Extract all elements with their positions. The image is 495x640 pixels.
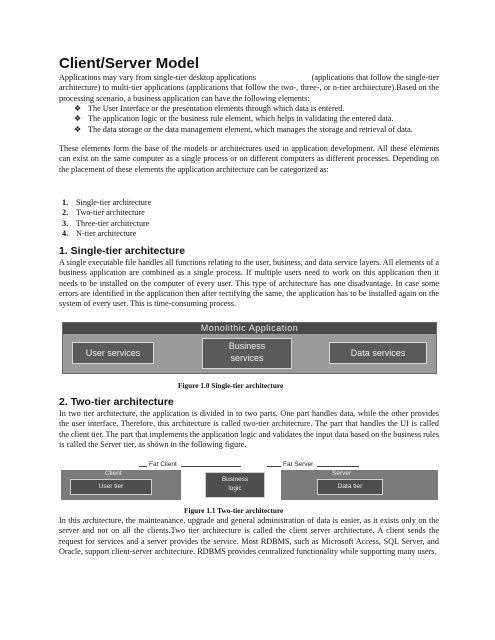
monolithic-application-label: Monolithic Application <box>200 323 299 333</box>
user-services-box: User services <box>72 342 154 364</box>
list-item: 2. Two-tier architecture <box>62 208 145 218</box>
two-tier-paragraph: In two tier architecture, the application is divided in to two parts. One part handles data, while the other provides the user interface. Therefore, this architecture is called two-tier architecture. The part that handles the UI is called the client tier. The part that implements the application logic and validates the input data based on the business rules is called the Server tier, as shown in the following figure. <box>59 409 440 449</box>
data-services-box: Data services <box>329 342 427 364</box>
diamond-bullet-icon: ❖ <box>74 124 82 134</box>
user-tier-box: User tier <box>70 479 152 495</box>
section-heading-two-tier: 2. Two-tier architecture <box>59 396 174 408</box>
fat-server-bracket-right <box>317 466 359 467</box>
intro-line1a: Applications may vary from single-tier desktop applications <box>59 73 256 82</box>
figure-caption-1-0: Figure 1.0 Single-tier architecture <box>178 381 284 390</box>
figure-caption-1-1: Figure 1.1 Two-tier architecture <box>184 506 284 515</box>
fat-server-bracket-left <box>267 466 281 467</box>
fat-client-bracket-left <box>139 466 147 467</box>
list-item: ❖ The data storage or the data management element, which manages the storage and retrieval of data. <box>74 124 413 134</box>
list-item: 4. N-tier architecture <box>62 228 137 238</box>
data-tier-box: Data tier <box>317 479 383 495</box>
business-services-box: Business services <box>202 338 292 369</box>
two-tier-diagram <box>61 461 438 503</box>
diamond-bullet-icon: ❖ <box>74 114 82 124</box>
business-logic-box: Business logic <box>205 472 265 498</box>
elements-list <box>74 104 444 135</box>
client-label: Client <box>105 470 122 477</box>
intro-first-line <box>59 73 439 83</box>
single-tier-paragraph: A single executable file handles all functions relating to the user, business, and data service layers. All elements of a business application are combined as a single process. If multiple users need to work on this application then it needs to be installed on the computer of every user. This type of architecture has one disadvantage. In case some errors are identified in the application then after rectifying the same, the application has to be installed again on the system of every user. This is time-consuming process. <box>59 258 439 309</box>
fat-server-label: Fat Server <box>283 461 314 468</box>
client-server-paragraph: In this architecture, the mainteanance, upgrade and general administration of data is easier, as it exists only on the server and not on all the clients.Two tier architecture is called the client server architecture. A client sends the request for services and a server provides the service. Most RDBMS, such as Microsoft Access, SQL Server, and Oracle, support client-server architecture. RDBMS provides centralized functionality while supporting many users. <box>59 516 439 556</box>
fat-client-label: Fat Client <box>149 461 177 468</box>
fat-client-bracket-right <box>181 466 241 467</box>
server-label: Server <box>332 470 352 477</box>
single-tier-diagram <box>62 322 437 374</box>
intro-line1b: (applications that follow the single-tier <box>311 73 439 82</box>
intro-rest: architecture) to multi-tier applications (applications that follow the two-, three-, or n-tier architecture).Based on the processing scenario, a business application can have the following elements: <box>59 83 439 103</box>
list-item: 1. Single-tier architecture <box>62 198 152 207</box>
intro-paragraph <box>59 73 439 104</box>
list-item: ❖ The User Interface or the presentation elements through which data is entered. <box>74 104 345 113</box>
list-item: ❖ The application logic or the business rule element, which helps in validating the entered data. <box>74 114 394 124</box>
architecture-paragraph: These elements form the base of the models or architectures used in application development. All these elements can exist on the same computer as a single process or on different computers as different processes. Depending on the placement of these elements the application architecture can be categorized as: <box>59 144 439 174</box>
list-item: 3. Three-tier architecture <box>62 218 150 228</box>
architecture-list <box>62 198 362 239</box>
diamond-bullet-icon: ❖ <box>74 104 82 113</box>
section-heading-single-tier: 1. Single-tier architecture <box>59 245 186 257</box>
page-title: Client/Server Model <box>59 55 200 72</box>
